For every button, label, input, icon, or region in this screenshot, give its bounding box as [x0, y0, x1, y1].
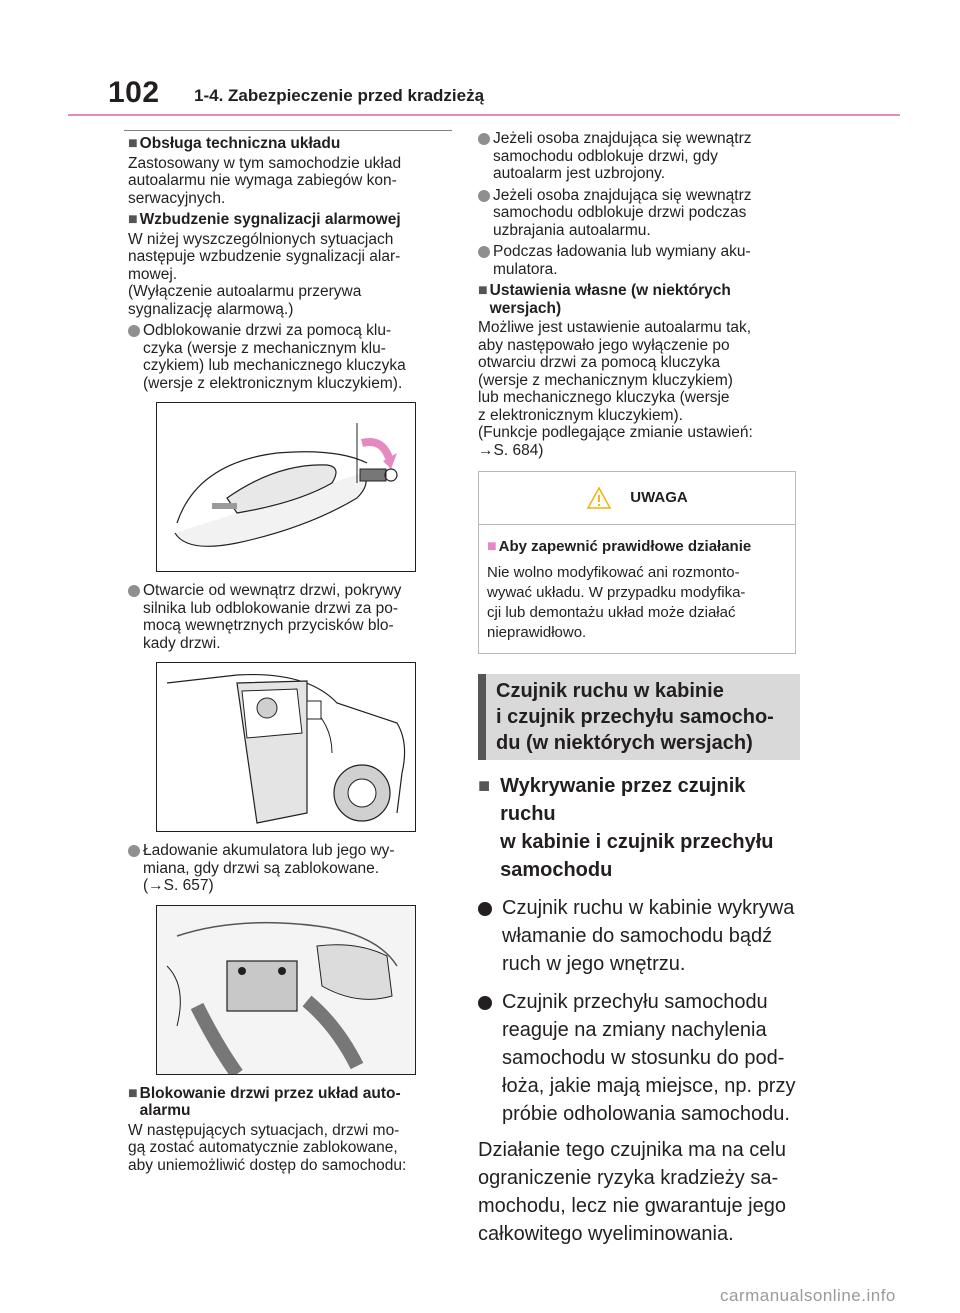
left-column	[128, 130, 448, 1178]
square-bullet-icon: ■	[128, 135, 138, 152]
round-bullet-icon	[478, 246, 490, 258]
round-bullet-icon	[128, 845, 140, 857]
bullet-text: Podczas ładowania lub wymiany aku- mulatora.	[493, 243, 751, 278]
round-bullet-icon	[128, 325, 140, 337]
square-bullet-icon: ■	[487, 538, 497, 555]
trigger-text: W niżej wyszczególnionych sytuacjach następuje wzbudzenie sygnalizacji alar- mowej. (Wyłączenie autoalarmu przerywa sygnalizację alarmową.)	[128, 230, 401, 318]
round-bullet-icon	[478, 190, 490, 202]
square-bullet-icon: ■	[478, 282, 488, 299]
trigger-title: Wzbudzenie sygnalizacji alarmowej	[139, 211, 401, 228]
list-item	[478, 243, 804, 278]
warning-title: Aby zapewnić prawidłowe działanie	[498, 538, 752, 555]
chapter-title: 1-4. Zabezpieczenie przed kradzieżą	[194, 86, 485, 105]
header-divider	[68, 114, 900, 116]
square-bullet-icon: ■	[128, 211, 138, 228]
bullet-text: Ładowanie akumulatora lub jego wy- miana, gdy drzwi są zablokowane. (→S. 657)	[143, 842, 395, 894]
bullet-text: Jeżeli osoba znajdująca się wewnątrz samochodu odblokuje drzwi podczas uzbrajania autoalarmu.	[493, 186, 752, 239]
maintenance-heading	[128, 135, 448, 153]
right-column	[478, 130, 804, 1252]
section-title: Czujnik ruchu w kabinie i czujnik przechyłu samocho- du (w niektórych wersjach)	[496, 680, 774, 754]
warning-heading	[487, 537, 787, 557]
round-bullet-icon	[478, 133, 490, 145]
bullet-text: Jeżeli osoba znajdująca się wewnątrz samochodu odblokuje drzwi, gdy autoalarm jest uzbrojony.	[493, 130, 752, 182]
section-title-box	[478, 674, 800, 760]
detect-text: Działanie tego czujnika ma na celu ograniczenie ryzyka kradzieży sa- mochodu, lecz nie gwarantuje jego całkowitego wyeliminowania.	[478, 1139, 786, 1245]
warning-box	[478, 471, 796, 654]
list-item	[478, 187, 804, 240]
round-bullet-icon	[128, 585, 140, 597]
page-number: 102	[108, 76, 160, 109]
custom-settings-text: Możliwe jest ustawienie autoalarmu tak, aby następowało jego wyłączenie po otwarciu drzwi za pomocą kluczyka (wersje z mechanicznym kluczykiem) lub mechanicznego kluczyka (wersje z elektronicznym kluczykiem). (Funkcje podlegające zmianie ustawień: →S. 684)	[478, 319, 753, 459]
maintenance-text: Zastosowany w tym samochodzie układ autoalarmu nie wymaga zabiegów kon- serwacyjnych.	[128, 154, 402, 207]
detect-title: Wykrywanie przez czujnik ruchu w kabinie i czujnik przechyłu samochodu	[500, 775, 774, 881]
warning-body	[479, 525, 795, 653]
bullet-text: Czujnik przechyłu samochodu reaguje na zmiany nachylenia samochodu w stosunku do pod- łoża, jakie mają miejsce, np. przy próbie odholowania samochodu.	[502, 991, 796, 1125]
custom-settings-title: Ustawienia własne (w niektórych wersjach)	[489, 282, 731, 317]
warning-triangle-icon	[586, 486, 612, 510]
round-bullet-icon	[478, 902, 492, 916]
list-item	[478, 988, 804, 1128]
watermark: carmanualsonline.info	[720, 1286, 896, 1305]
trigger-heading	[128, 211, 448, 229]
column-top-rule	[124, 130, 452, 131]
list-item	[478, 130, 804, 183]
bullet-text: Odblokowanie drzwi za pomocą klu- czyka (wersje z mechanicznym klu- czykiem) lub mechanicznego kluczyka (wersje z elektronicznym kluczykiem).	[143, 322, 406, 392]
list-item	[478, 894, 804, 978]
warning-header	[479, 472, 795, 525]
section-accent-bar	[478, 674, 486, 760]
bullet-text: Czujnik ruchu w kabinie wykrywa włamanie do samochodu bądź ruch w jego wnętrzu.	[502, 897, 795, 975]
list-item	[128, 582, 448, 652]
list-item	[128, 322, 448, 392]
warning-text: Nie wolno modyfikować ani rozmonto- wywać układu. W przypadku modyfika- cji lub demontażu układ może działać nieprawidłowo.	[487, 564, 746, 641]
bullet-text: Otwarcie od wewnątrz drzwi, pokrywy silnika lub odblokowanie drzwi za po- mocą wewnętrznych przycisków blo- kady drzwi.	[143, 582, 402, 652]
door-handle-key-illustration	[156, 402, 416, 572]
open-car-door-illustration	[156, 662, 416, 832]
lock-title: Blokowanie drzwi przez układ auto- alarmu	[139, 1084, 401, 1119]
lock-heading	[128, 1085, 448, 1120]
custom-settings-heading	[478, 282, 804, 317]
warning-label: UWAGA	[630, 489, 688, 507]
battery-engine-illustration	[156, 905, 416, 1075]
lock-text: W następujących sytuacjach, drzwi mo- gą zostać automatycznie zablokowane, aby uniemożliwić dostęp do samochodu:	[128, 1121, 407, 1174]
square-bullet-icon: ■	[478, 775, 491, 797]
list-item	[128, 842, 448, 895]
round-bullet-icon	[478, 996, 492, 1010]
square-bullet-icon: ■	[128, 1084, 138, 1102]
sensor-description	[478, 772, 804, 1248]
detect-heading	[478, 772, 804, 884]
maintenance-title: Obsługa techniczna układu	[139, 135, 341, 152]
